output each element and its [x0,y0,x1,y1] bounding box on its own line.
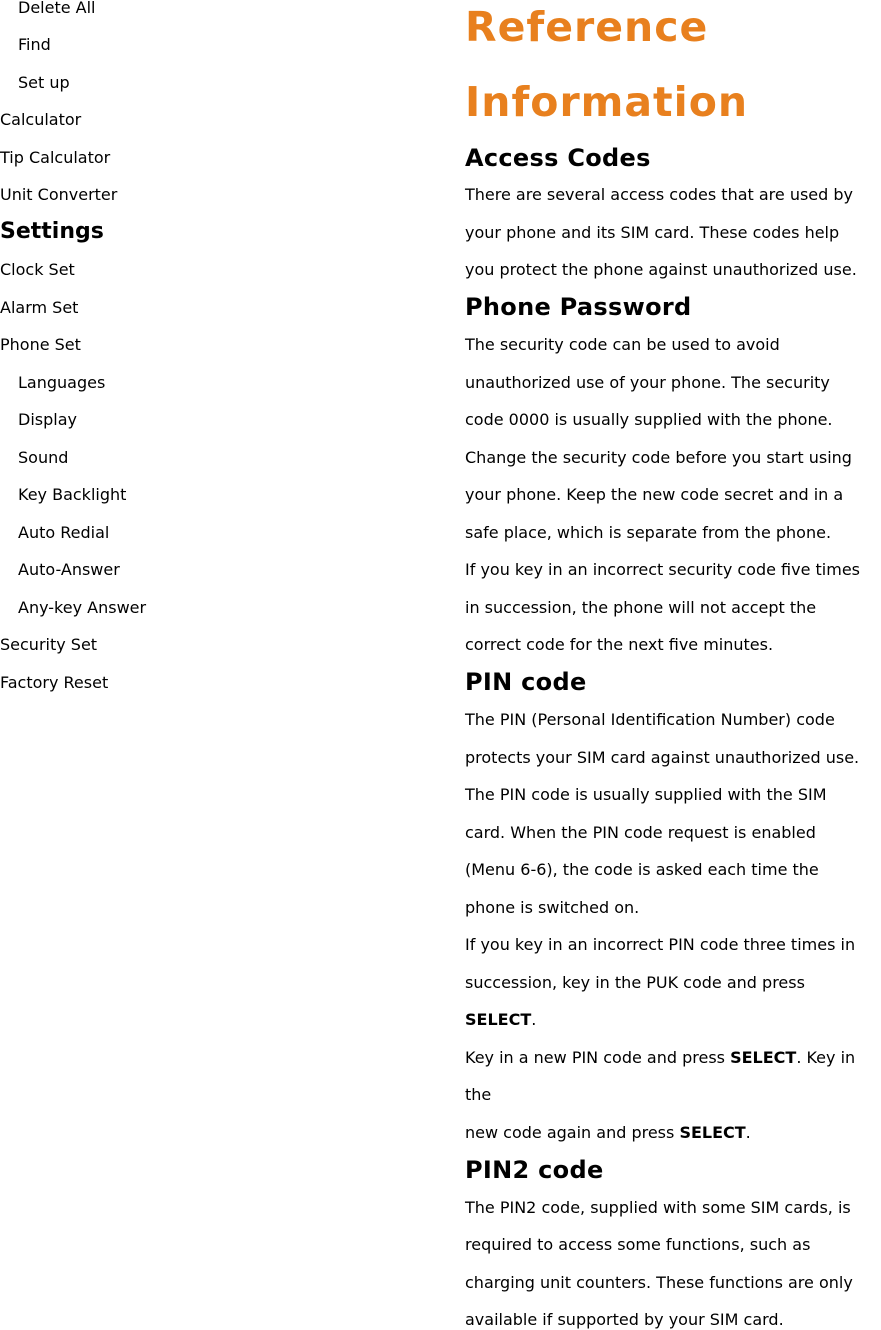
page-title-line-2: Information [465,78,749,126]
pin2-code-heading: PIN2 code [465,1156,604,1184]
pin-code-line: The PIN (Personal Identification Number) code [465,710,835,729]
access-codes-heading: Access Codes [465,144,651,172]
select-keyword: SELECT [679,1123,746,1142]
menu-item-auto-redial: Auto Redial [18,523,110,542]
pin-code-line: The PIN code is usually supplied with the SIM [465,785,827,804]
menu-item-phone-set: Phone Set [0,335,81,354]
menu-item-calculator: Calculator [0,110,82,129]
menu-item-languages: Languages [18,373,106,392]
menu-item-set-up: Set up [18,73,70,92]
menu-item-security-set: Security Set [0,635,98,654]
phone-password-line: code 0000 is usually supplied with the phone. [465,410,833,429]
pin2-code-line: charging unit counters. These functions are only [465,1273,853,1292]
phone-password-line: If you key in an incorrect security code five times [465,560,861,579]
pin-code-heading: PIN code [465,668,587,696]
phone-password-line: Change the security code before you start using [465,448,852,467]
menu-item-clock-set: Clock Set [0,260,75,279]
pin-code-new-code-line [465,1123,751,1143]
menu-item-key-backlight: Key Backlight [18,485,127,504]
period: . [531,1010,537,1029]
key-in-tail: . Key in [796,1048,856,1067]
phone-password-heading: Phone Password [465,293,692,321]
pin2-code-line: The PIN2 code, supplied with some SIM cards, is [465,1198,851,1217]
menu-item-auto-answer: Auto-Answer [18,560,120,579]
phone-password-line: safe place, which is separate from the phone. [465,523,832,542]
new-code-text: new code again and press [465,1123,680,1142]
period: . [745,1123,751,1142]
menu-item-alarm-set: Alarm Set [0,298,79,317]
menu-item-display: Display [18,410,77,429]
pin-code-line: phone is switched on. [465,898,640,917]
menu-heading-settings: Settings [0,219,104,244]
phone-password-line: The security code can be used to avoid [465,335,780,354]
phone-password-line: your phone. Keep the new code secret and in a [465,485,844,504]
menu-item-delete-all: Delete All [18,0,96,17]
pin-code-key-in-line [465,1048,855,1068]
access-codes-line: your phone and its SIM card. These codes help [465,223,840,242]
pin-code-line: protects your SIM card against unauthorized use. [465,748,860,767]
access-codes-line: There are several access codes that are used by [465,185,854,204]
menu-item-factory-reset: Factory Reset [0,673,109,692]
pin2-code-line: required to access some functions, such as [465,1235,811,1254]
menu-item-unit-converter: Unit Converter [0,185,118,204]
menu-item-tip-calculator: Tip Calculator [0,148,111,167]
pin-code-line: If you key in an incorrect PIN code three times in [465,935,856,954]
key-in-text: Key in a new PIN code and press [465,1048,731,1067]
page-title-line-1: Reference [465,3,709,51]
menu-item-find: Find [18,35,51,54]
pin-code-the-line: the [465,1085,492,1104]
phone-password-line: correct code for the next five minutes. [465,635,774,654]
access-codes-line: you protect the phone against unauthorized use. [465,260,857,279]
select-keyword: SELECT [730,1048,797,1067]
pin-code-select-line [465,1010,536,1030]
menu-item-sound: Sound [18,448,69,467]
pin-code-line: card. When the PIN code request is enabled [465,823,816,842]
pin-code-line: succession, key in the PUK code and press [465,973,805,992]
phone-password-line: in succession, the phone will not accept the [465,598,817,617]
select-keyword: SELECT [465,1010,532,1029]
pin-code-line: (Menu 6-6), the code is asked each time the [465,860,819,879]
phone-password-line: unauthorized use of your phone. The security [465,373,830,392]
pin2-code-line: available if supported by your SIM card. [465,1310,784,1329]
menu-item-any-key-answer: Any-key Answer [18,598,147,617]
